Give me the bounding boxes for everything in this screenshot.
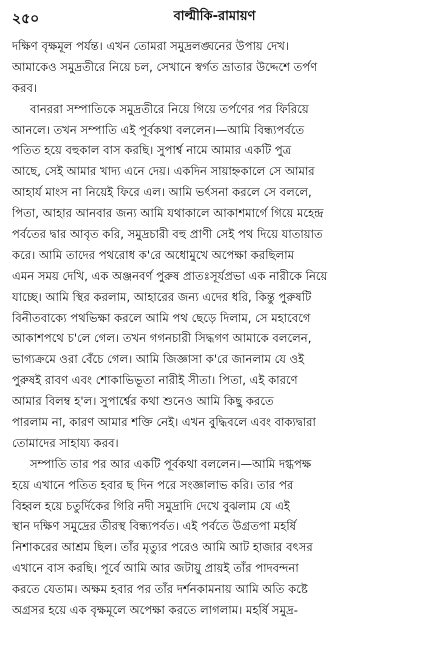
text-line: দক্ষিণ বৃক্ষমূল পর্যন্ত। এখন তোমরা সমুদ্রলঙ্ঘনের উপায় দেখ। — [12, 39, 290, 53]
text-line: পারলাম না, কারণ আমার শক্তি নেই। এখন বুদ্ধিবলে এবং বাক্যদ্বারা — [12, 415, 316, 430]
text-line: করব। — [12, 80, 38, 95]
text-line: বিনীতবাক্যে পথভিক্ষা করলে আমি পথ ছেড়ে দিলাম, সে মহাবেগে — [12, 310, 311, 325]
page-number: ২৫০ — [12, 11, 40, 27]
text-line: আছে, সেই আমার খাদ্য এনে দেয়। একদিন সায়াহ্নকালে সে আমার — [12, 164, 315, 179]
text-line: আকাশপথে চ'লে গেল। তখন গগনচারী সিদ্ধগণ আমাকে বললেন, — [12, 331, 312, 346]
text-line: যাচ্ছে। আমি স্থির করলাম, আহারের জন্য এদের ধরি, কিন্তু পুরুষটি — [12, 289, 312, 304]
text-line: আনলে। তখন সম্পাতি এই পূর্বকথা বললেন।—আমি বিন্ধ্যপর্বতে — [12, 122, 305, 137]
text-line: তোমাদের সাহায্য করব। — [12, 435, 119, 450]
text-line: আহার্য মাংস না নিয়েই ফিরে এল। আমি ভর্ৎসনা করলে সে বললে, — [12, 185, 312, 200]
text-line: বিহ্বল হয়ে চতুর্দিকের গিরি নদী সমুদ্রাদি দেখে বুঝলাম যে এই — [12, 498, 290, 513]
text-line: অগ্রসর হয়ে এক বৃক্ষমূলে অপেক্ষা করতে লাগলাম। মহর্ষি সমুদ্র- — [12, 603, 298, 618]
running-title: বাল্মীকি-রামায়ণ — [173, 9, 256, 24]
text-line: করতে যেতাম। অক্ষম হবার পর তাঁর দর্শনকামনায় আমি অতি কষ্টে — [12, 582, 308, 597]
text-line: সম্পাতি তার পর আর একটি পূর্বকথা বললেন।—আমি দগ্ধপক্ষ — [30, 456, 312, 471]
text-line: ভাগ্যক্রমে ওরা বেঁচে গেল। আমি জিজ্ঞাসা ক'রে জানলাম যে ওই — [12, 352, 305, 367]
text-line: করে। আমি তাদের পথরোধ ক'রে অধোমুখে অপেক্ষা করছিলাম — [12, 247, 295, 262]
text-line: স্থান দক্ষিণ সমুদ্রের তীরস্থ বিন্ধ্যপর্বত। এই পর্বতে উগ্রতপা মহর্ষি — [12, 519, 297, 534]
text-line: পিতা, আহার আনবার জন্য আমি যথাকালে আকাশমার্গে গিয়ে মহেন্দ্র — [12, 206, 324, 221]
text-line: এখানে বাস করছি। পূর্বে আমি আর জটায়ু প্রায়ই তাঁর পাদবন্দনা — [12, 561, 299, 576]
body-text — [12, 36, 420, 621]
text-line: পতিত হয়ে বহুকাল বাস করছি। সুপার্শ্ব নামে আমার একটি পুত্র — [12, 143, 292, 158]
text-line: পর্বতের দ্বার আবৃত করি, সমুদ্রচারী বহু প্রাণী সেই পথ দিয়ে যাতায়াত — [12, 227, 323, 242]
text-line: হয়ে এখানে পতিত হবার ছ দিন পরে সংজ্ঞালাভ করি। তার পর — [12, 477, 294, 492]
text-line: নিশাকরের আশ্রম ছিল। তাঁর মৃত্যুর পরেও আমি আট হাজার বৎসর — [12, 540, 313, 555]
text-line: এমন সময় দেখি, এক অঞ্জনবর্ণ পুরুষ প্রাতঃসূর্যপ্রভা এক নারীকে নিয়ে — [12, 268, 328, 283]
text-line: আমার বিলম্ব হ'ল। সুপার্শ্বের কথা শুনেও আমি কিছু করতে — [12, 394, 274, 409]
text-line: বানররা সম্পাতিকে সমুদ্রতীরে নিয়ে গিয়ে তর্পণের পর ফিরিয়ে — [30, 101, 309, 116]
page-header — [0, 4, 429, 30]
text-line: আমাকেও সমুদ্রতীরে নিয়ে চল, সেখানে স্বর্গত ভ্রাতার উদ্দেশে তর্পণ — [12, 59, 318, 74]
text-line: পুরুষই রাবণ এবং শোকাভিভূতা নারীই সীতা। পিতা, এই কারণে — [12, 373, 298, 388]
